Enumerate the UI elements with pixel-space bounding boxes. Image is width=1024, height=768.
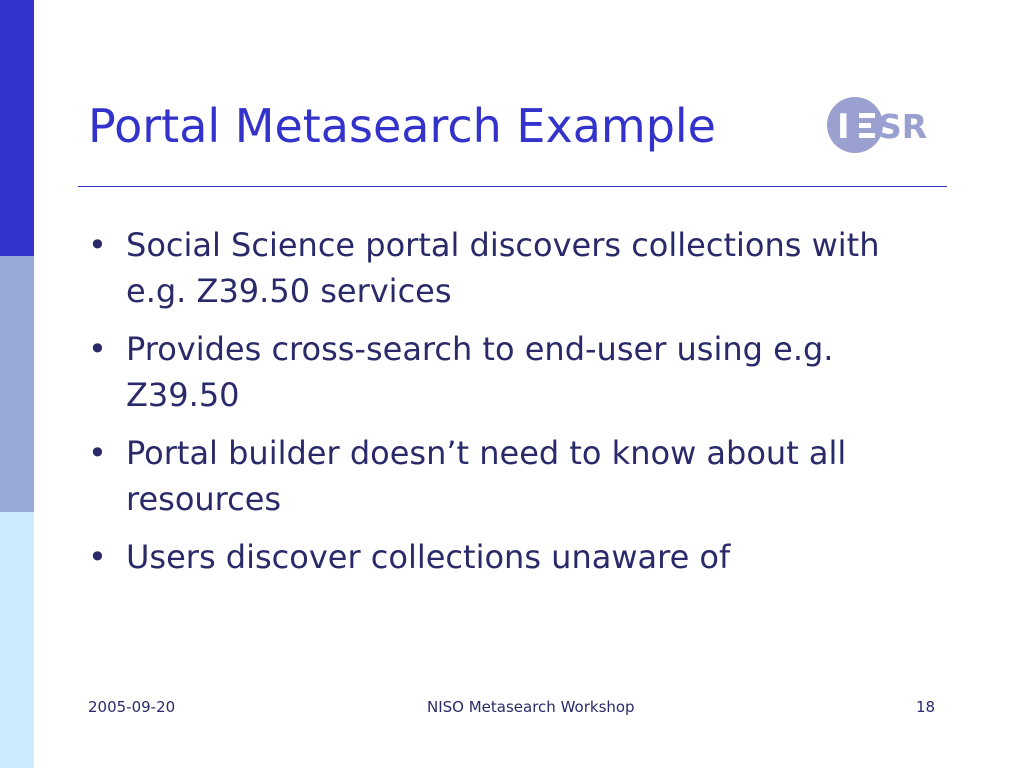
slide-title: Portal Metasearch Example <box>88 99 716 153</box>
side-stripe-middle <box>0 256 34 512</box>
bullet-marker: • <box>88 226 107 264</box>
footer-event-title: NISO Metasearch Workshop <box>427 698 635 716</box>
footer-page-number: 18 <box>916 698 936 716</box>
bullet-item <box>88 222 948 314</box>
logo-letter-i: I <box>837 107 850 147</box>
iesr-logo-icon <box>826 96 950 154</box>
bullet-item <box>88 534 948 580</box>
bullet-text: Provides cross-search to end-user using e.g. Z39.50 <box>126 330 834 414</box>
bullet-text: Social Science portal discovers collections with e.g. Z39.50 services <box>126 226 880 310</box>
bullet-list <box>88 222 948 592</box>
bullet-text: Users discover collections unaware of <box>126 538 731 576</box>
side-stripe-top <box>0 0 34 256</box>
bullet-marker: • <box>88 538 107 576</box>
bullet-marker: • <box>88 330 107 368</box>
logo-letters-sr: SR <box>878 107 928 146</box>
footer-date: 2005-09-20 <box>88 698 176 716</box>
title-divider <box>78 186 947 187</box>
bullet-text: Portal builder doesn’t need to know about all resources <box>126 434 847 518</box>
bullet-item <box>88 326 948 418</box>
side-stripe-bottom <box>0 512 34 768</box>
bullet-marker: • <box>88 434 107 472</box>
bullet-item <box>88 430 948 522</box>
